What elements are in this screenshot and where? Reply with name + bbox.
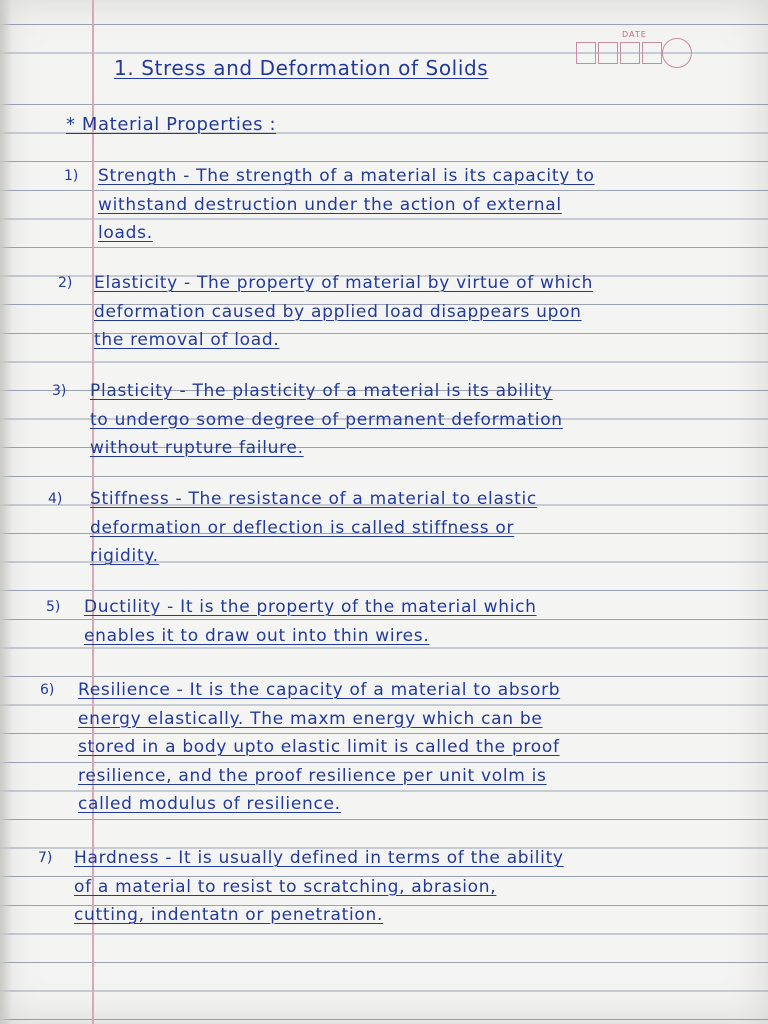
item-text-line: deformation caused by applied load disappears upon: [94, 301, 582, 322]
item-text-line: of a material to resist to scratching, abrasion,: [74, 876, 497, 897]
date-cell: [576, 42, 596, 64]
item-number: 2): [58, 275, 73, 291]
item-text-line: to undergo some degree of permanent deformation: [90, 409, 563, 430]
item-text-line: without rupture failure.: [90, 438, 304, 458]
item-text-line: stored in a body upto elastic limit is called the proof: [78, 737, 560, 757]
date-label: DATE: [622, 30, 647, 39]
section-heading: * Material Properties :: [66, 114, 277, 135]
item-text-line: loads.: [98, 223, 153, 243]
item-number: 6): [40, 682, 55, 698]
item-text-line: energy elastically. The maxm energy which can be: [78, 708, 543, 729]
date-cell: [642, 42, 662, 64]
item-text-line: Hardness - It is usually defined in terms of the ability: [74, 848, 564, 868]
item-text-line: called modulus of resilience.: [78, 794, 341, 814]
item-number: 7): [38, 850, 53, 866]
date-cells: [576, 42, 662, 64]
page-number-circle: [662, 38, 692, 68]
item-number: 4): [48, 491, 63, 507]
item-text-line: Resilience - It is the capacity of a material to absorb: [78, 680, 561, 700]
item-text-line: Ductility - It is the property of the material which: [84, 597, 537, 617]
item-text-line: rigidity.: [90, 546, 159, 566]
item-text-line: resilience, and the proof resilience per unit volm is: [78, 765, 547, 786]
page-title: 1. Stress and Deformation of Solids: [114, 56, 489, 80]
item-number: 5): [46, 599, 61, 615]
item-text-line: Elasticity - The property of material by virtue of which: [94, 273, 594, 293]
date-cell: [598, 42, 618, 64]
item-text-line: the removal of load.: [94, 330, 280, 350]
item-text-line: withstand destruction under the action of external: [98, 194, 562, 215]
date-cell: [620, 42, 640, 64]
page-spine-shadow: [0, 0, 12, 1024]
item-text-line: Strength - The strength of a material is its capacity to: [98, 166, 595, 186]
item-text-line: Stiffness - The resistance of a material to elastic: [90, 489, 537, 509]
margin-line: [92, 0, 94, 1024]
item-number: 1): [64, 168, 79, 184]
date-box: [562, 30, 688, 70]
item-text-line: Plasticity - The plasticity of a material is its ability: [90, 381, 553, 401]
item-text-line: deformation or deflection is called stiffness or: [90, 517, 515, 538]
item-text-line: cutting, indentatn or penetration.: [74, 905, 384, 925]
item-number: 3): [52, 383, 67, 399]
item-text-line: enables it to draw out into thin wires.: [84, 625, 430, 646]
